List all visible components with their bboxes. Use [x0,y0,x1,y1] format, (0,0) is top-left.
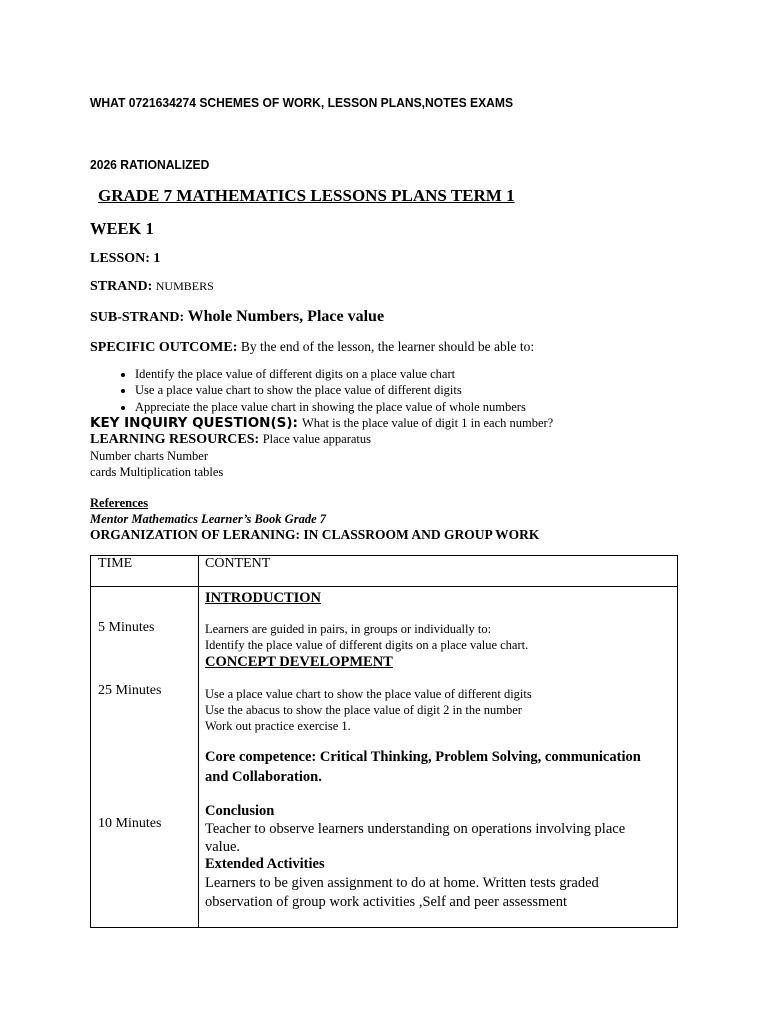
year-line: 2026 RATIONALIZED [90,157,210,172]
extended-line: Learners to be given assignment to do at home. Written tests graded [205,875,599,891]
learning-resources-label: LEARNING RESOURCES: [90,432,260,447]
time-conclusion: 10 Minutes [98,816,162,831]
concept-line: Use the abacus to show the place value of digit 2 in the number [205,703,522,717]
time-concept: 25 Minutes [98,683,162,698]
learning-resources-first: Place value apparatus [262,432,371,446]
lesson-label: LESSON: 1 [90,251,161,266]
references-label: References [90,496,149,510]
specific-outcome-label: SPECIFIC OUTCOME: [90,340,238,355]
strand-label: STRAND: [90,279,153,294]
learning-resources-rest: Number charts Number cards Multiplication tables [90,449,224,479]
concept-line: Use a place value chart to show the place value of different digits [205,687,532,701]
core-competence-line: and Collaboration. [205,769,322,785]
sub-strand-value: Whole Numbers, Place value [187,308,385,325]
content-cell [199,587,678,928]
sub-strand-label: SUB-STRAND: [90,310,185,325]
header-time: TIME [98,556,133,571]
outcome-list [90,366,526,415]
specific-outcome-intro: By the end of the lesson, the learner should be able to: [240,339,535,354]
specific-outcome-row [90,339,534,356]
conclusion-line: Teacher to observe learners understanding on operations involving place [205,821,626,837]
key-inquiry-value: What is the place value of digit 1 in each number? [301,416,554,430]
table-header-row [91,556,678,587]
learning-resources-row [90,432,371,448]
table-header-cell [199,556,678,587]
list-item: • Appreciate the place value chart in showing the place value of whole numbers [135,399,526,415]
strand-row [90,279,214,295]
concept-heading: CONCEPT DEVELOPMENT [205,654,393,670]
header-content: CONTENT [205,556,271,571]
week-label: WEEK 1 [90,219,154,238]
references-value: Mentor Mathematics Learner’s Book Grade 7 [90,512,326,526]
list-item: • Use a place value chart to show the place value of different digits [135,382,526,398]
core-competence-line: Core competence: Critical Thinking, Problem Solving, communication [205,749,641,765]
table-row [91,587,678,928]
conclusion-line: value. [205,839,241,855]
concept-line: Work out practice exercise 1. [205,719,351,733]
organization-line: ORGANIZATION OF LERANING: IN CLASSROOM AND GROUP WORK [90,527,540,542]
strand-value: NUMBERS [155,279,214,293]
conclusion-heading: Conclusion [205,803,275,819]
lesson-table [90,555,678,928]
sub-strand-row [90,308,384,326]
introduction-line: Learners are guided in pairs, in groups or individually to: [205,622,492,636]
time-cell [91,587,199,928]
key-inquiry-row [90,414,553,432]
extended-heading: Extended Activities [205,856,325,872]
introduction-heading: INTRODUCTION [205,590,322,606]
extended-line: observation of group work activities ,Self and peer assessment [205,894,568,910]
page-title: GRADE 7 MATHEMATICS LESSONS PLANS TERM 1 [98,186,515,205]
table-header-cell [91,556,199,587]
introduction-line: Identify the place value of different digits on a place value chart. [205,638,529,652]
list-item: • Identify the place value of different digits on a place value chart [135,366,526,382]
key-inquiry-label: KEY INQUIRY QUESTION(S): [90,415,298,431]
contact-line: WHAT 0721634274 SCHEMES OF WORK, LESSON PLANS,NOTES EXAMS [90,95,514,110]
time-intro: 5 Minutes [98,620,155,635]
